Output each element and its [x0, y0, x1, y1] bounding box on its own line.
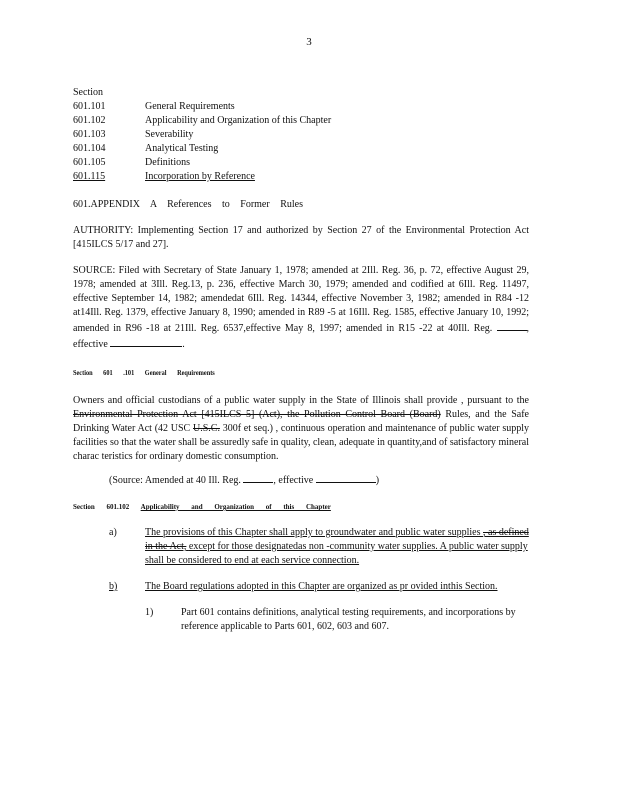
item-text: Part 601 contains definitions, analytical testing requirements, and incorporations by reference applicable to Parts 601, 602, 603 and 607. — [181, 607, 516, 632]
text: The provisions of this Chapter shall apply to groundwater and public water supplies — [145, 527, 481, 538]
sub-item — [145, 606, 529, 634]
blank-line — [316, 472, 376, 483]
toc-title: General Requirements — [145, 101, 235, 112]
paragraph-text: 300f et seq.) , continuous operation and maintenance of public water supply facilities so that the water shall be assuredly safe in quality, clean, adequate in quantity,and of satisfactory mineral charac teristics for ordinary domestic consumption. — [73, 423, 530, 462]
toc-title: Applicability and Organization of this Chapter — [145, 115, 332, 126]
toc-number: 601.102 — [73, 115, 106, 126]
toc-number: 601.105 — [73, 157, 106, 168]
source-text: , effective — [273, 475, 314, 486]
paragraph-text: Rules, and the Safe Drinking Water Act (42 USC — [73, 409, 529, 434]
struck-text: , as defined in the Act, — [145, 527, 529, 552]
toc-title: Severability — [145, 129, 194, 140]
item-text: The Board regulations adopted in this Chapter are organized as pr ovided inthis Section. — [145, 581, 498, 592]
paragraph-text: Owners and official custodians of a public water supply in the State of Illinois shall provide , pursuant to the — [73, 395, 529, 406]
toc-number: 601.101 — [73, 101, 106, 112]
struck-text: Environmental Protection Act [415ILCS 5] (Act), the Pollution Control Board (Board) — [73, 409, 441, 420]
toc-number: 601.103 — [73, 129, 106, 140]
section-number: Section 601.102 — [73, 503, 130, 511]
blank-line — [110, 336, 182, 347]
item-label: b) — [109, 581, 118, 592]
text: except for those designatedas non -community water supplies. A public water supply shall be considered to end at each service connection. — [145, 541, 528, 566]
page-number: 3 — [306, 36, 312, 48]
source-text: (Source: Amended at 40 Ill. Reg. — [109, 475, 241, 486]
source-text: SOURCE: Filed with Secretary of State January 1, 1978; amended at 2Ill. Reg. 36, p. 72, effective August 29, 1978; amended at 3Ill. Reg.13, p. 236, effective March 30, 1979; amended and codified at 6Ill. Reg. 11497, effective September 14, 1982; amendedat 6Ill. Reg. 14344, effective November 3, 1982; amended in R84 -12 at14Ill. Reg. 1379, effective January 8, 1990; amended in R89 -5 at 16Ill. Reg. 1585, effective January 10, 1992; amended in R96 -18 at 21Ill. Reg. 6537,effective May 8, 1997; amended in R15 -22 at 40Ill. Reg. — [73, 265, 529, 334]
source-text: ) — [375, 475, 380, 486]
toc-title: Incorporation by Reference — [145, 171, 255, 182]
section-heading — [73, 500, 529, 514]
authority-note: AUTHORITY: Implementing Section 17 and authorized by Section 27 of the Environmental Protection Act [415ILCS 5/17 and 27]. — [73, 225, 529, 250]
section-heading: Section 601 .101 General Requirements — [73, 369, 215, 377]
appendix-line: 601.APPENDIX A References to Former Rules — [73, 199, 303, 210]
list-item — [73, 580, 529, 594]
toc-heading: Section — [73, 87, 103, 98]
toc-title: Analytical Testing — [145, 143, 219, 154]
toc-row — [73, 100, 529, 114]
item-text — [145, 526, 529, 568]
toc-row — [73, 114, 529, 128]
blank-line — [243, 472, 273, 483]
item-label: a) — [109, 527, 117, 538]
struck-text: U.S.C. — [193, 423, 220, 434]
table-of-contents — [73, 86, 529, 184]
blank-line — [497, 320, 527, 331]
source-text: , effective — [73, 323, 530, 350]
section-paragraph — [73, 394, 529, 464]
toc-row — [73, 128, 529, 142]
source-note — [73, 264, 529, 352]
toc-row — [73, 142, 529, 156]
toc-number: 601.115 — [73, 171, 106, 182]
source-line — [109, 472, 529, 488]
list-item — [73, 526, 529, 568]
document-body — [73, 86, 529, 634]
toc-row — [73, 170, 529, 184]
source-text: . — [182, 339, 185, 350]
toc-row — [73, 156, 529, 170]
section-title: Applicability and Organization of this Chapter — [140, 503, 331, 511]
toc-number: 601.104 — [73, 143, 106, 154]
item-label: 1) — [145, 607, 154, 618]
toc-title: Definitions — [145, 157, 190, 168]
